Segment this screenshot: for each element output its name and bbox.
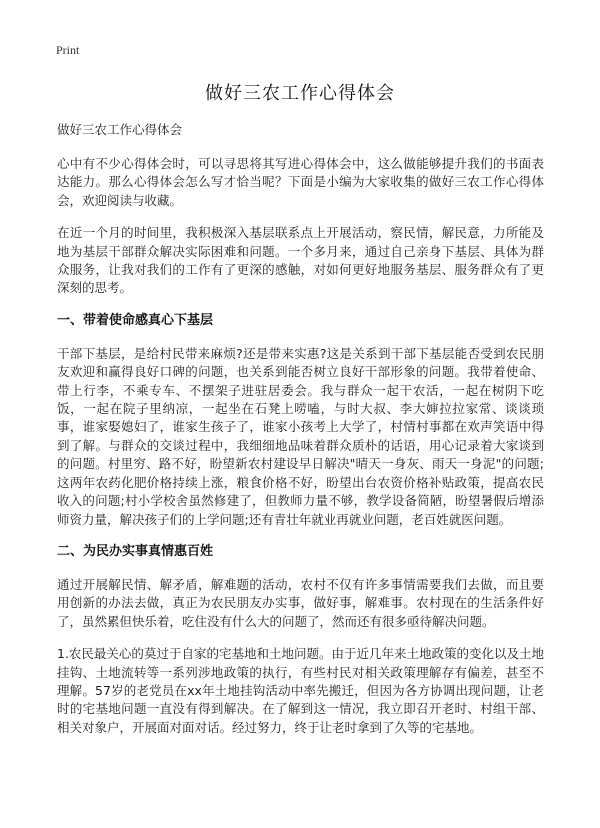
section-1-paragraph: 干部下基层，是给村民带来麻烦?还是带来实惠?这是关系到干部下基层能否受到农民朋友欢迎和赢得良好口碑的问题，也关系到能否树立良好干部形象的问题。我带着使命、带上行李，不乘专车、不摆架子进驻居委会。我与群众一起干农活，一起在树阴下吃饭，一起在院子里纳凉，一起坐在石凳上唠嗑，与时大叔、李大婶拉拉家常、谈谈琐事，谁家娶媳妇了，谁家生孩子了，谁家小孩考上大学了，村情村事都在欢声笑语中得到了解。与群众的交谈过程中，我细细地品味着群众质朴的话语，用心记录着大家谈到的问题。村里穷、路不好，盼望新农村建设早日解决"晴天一身灰、雨天一身泥"的问题;这两年农药化肥价格持续上涨，粮食价格不好，盼望出台农资价格补贴政策，提高农民收入的问题;村小学校舍虽然修建了，但教师力量不够，教学设备简陋，盼望暑假后增添师资力量，解决孩子们的上学问题;还有青壮年就业再就业问题，老百姓就医问题。 (57, 345, 544, 527)
section-2-heading: 二、为民办实事真情惠百姓 (57, 543, 214, 559)
paragraph-1: 在近一个月的时间里，我积极深入基层联系点上开展活动，察民情，解民意，力所能及地为基层干部群众解决实际困难和问题。一个多月来，通过自己亲身下基层、具体为群众服务，让我对我们的工作有了更深的感触，对如何更好地服务基层、服务群众有了更深刻的思考。 (57, 225, 544, 296)
article-subtitle: 做好三农工作心得体会 (57, 122, 183, 137)
section-2-item-1: 1.农民最关心的莫过于自家的宅基地和土地问题。由于近几年来土地政策的变化以及土地挂钩、土地流转等一系列涉地政策的执行，有些村民对相关政策理解存有偏差，甚至不理解。57岁的老党员在xx年土地挂钩活动中率先搬迁，但因为各方协调出现问题，让老时的宅基地问题一直没有得到解决。在了解到这一情况，我立即召开老时、村组干部、相关对象户，开展面对面对话。经过努力，终于让老时拿到了久等的宅基地。 (57, 646, 544, 735)
section-1-heading: 一、带着使命感真心下基层 (57, 312, 214, 328)
print-link[interactable]: Print (56, 43, 80, 57)
article-body (57, 121, 544, 751)
intro-paragraph: 心中有不少心得体会时，可以寻思将其写进心得体会中，这么做能够提升我们的书面表达能力。那么心得体会怎么写才恰当呢？下面是小编为大家收集的做好三农工作心得体会，欢迎阅读与收藏。 (57, 156, 544, 208)
section-2-paragraph: 通过开展解民情、解矛盾，解难题的活动，农村不仅有许多事情需要我们去做，而且要用创新的办法去做，真正为农民朋友办实事，做好事，解难事。农村现在的生活条件好了，虽然累但快乐着，吃住没有什么大的问题了，然而还有很多亟待解决问题。 (57, 576, 544, 629)
page-title: 做好三农工作心得体会 (205, 83, 395, 104)
